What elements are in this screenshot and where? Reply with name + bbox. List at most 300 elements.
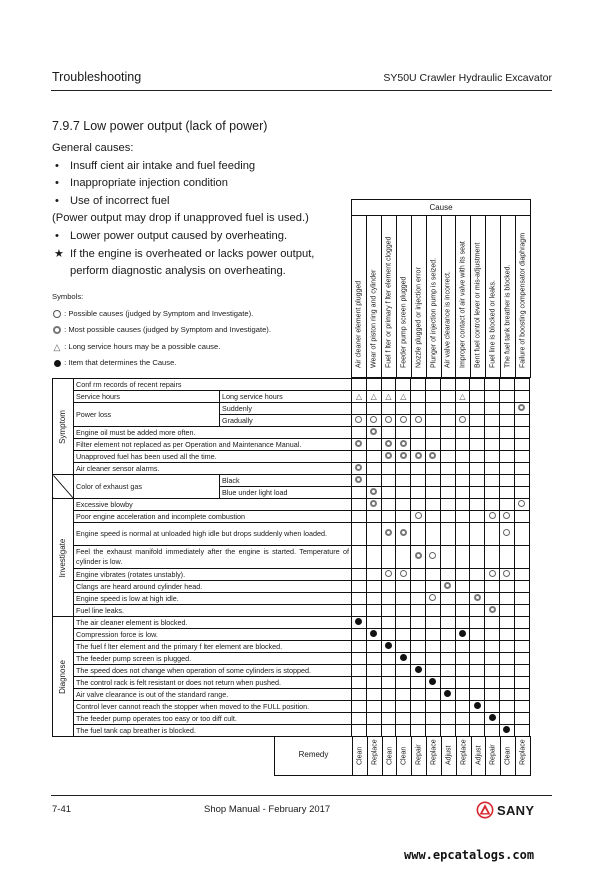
matrix-cell: [366, 403, 381, 415]
double-circle-icon: [355, 464, 362, 471]
matrix-cell: [411, 713, 426, 725]
matrix-cell: [455, 593, 470, 605]
open-circle-icon: [429, 552, 436, 559]
star-note: ★ If the engine is overheated or lacks power output,: [52, 246, 352, 264]
matrix-cell: [470, 463, 485, 475]
matrix-cell: [411, 725, 426, 737]
matrix-cell: [499, 391, 514, 403]
filled-circle-icon: [415, 666, 422, 673]
matrix-cell: [396, 665, 411, 677]
matrix-cell: [381, 391, 396, 403]
filled-circle-icon: [355, 618, 362, 625]
matrix-cell: [381, 427, 396, 439]
matrix-cell: [470, 451, 485, 463]
matrix-cell: [440, 581, 455, 593]
matrix-cell: [485, 511, 500, 523]
matrix-cell: [381, 546, 396, 569]
matrix-cell: [366, 391, 381, 403]
matrix-cell: [514, 439, 529, 451]
matrix-cell: [440, 677, 455, 689]
matrix-cell: [396, 713, 411, 725]
table-row: [53, 713, 530, 725]
matrix-cell: [381, 629, 396, 641]
matrix-cell: [411, 487, 426, 499]
table-row: [53, 475, 530, 487]
matrix-cell: [455, 546, 470, 569]
matrix-cell: [514, 701, 529, 713]
double-circle-icon: [400, 529, 407, 536]
section-title: 7.9.7 Low power output (lack of power): [52, 119, 268, 133]
legend-item: : Item that determines the Cause.: [52, 355, 271, 372]
sany-logo-icon: [476, 801, 494, 819]
matrix-cell: [396, 677, 411, 689]
matrix-cell: [352, 379, 367, 391]
triangle-icon: △: [385, 391, 392, 401]
table-row: [53, 569, 530, 581]
matrix-cell: [440, 725, 455, 737]
footer-rule: [51, 795, 552, 796]
row-label: Clangs are heard around cylinder head.: [74, 581, 352, 593]
matrix-cell: [411, 677, 426, 689]
matrix-cell: [514, 605, 529, 617]
open-circle-icon: [503, 570, 510, 577]
matrix-cell: [352, 511, 367, 523]
matrix-cell: [381, 713, 396, 725]
matrix-cell: [485, 641, 500, 653]
matrix-cell: [514, 487, 529, 499]
matrix-cell: [514, 617, 529, 629]
matrix-cell: [411, 499, 426, 511]
matrix-cell: [381, 415, 396, 427]
matrix-cell: [425, 403, 440, 415]
row-label: Power loss: [74, 403, 220, 427]
matrix-cell: [425, 523, 440, 546]
double-circle-icon: [489, 606, 496, 613]
matrix-cell: [440, 403, 455, 415]
matrix-cell: [381, 641, 396, 653]
matrix-cell: [411, 379, 426, 391]
double-circle-icon: [444, 582, 451, 589]
matrix-cell: [381, 725, 396, 737]
row-label: Conf rm records of recent repairs: [74, 379, 352, 391]
triangle-icon: △: [53, 341, 61, 352]
matrix-cell: [440, 617, 455, 629]
remedy-cell: Replace: [519, 739, 527, 765]
matrix-cell: [470, 701, 485, 713]
matrix-cell: [485, 677, 500, 689]
matrix-cell: [514, 689, 529, 701]
triangle-icon: △: [459, 391, 466, 401]
matrix-cell: [396, 391, 411, 403]
matrix-cell: [470, 605, 485, 617]
matrix-cell: [499, 523, 514, 546]
matrix-cell: [352, 463, 367, 475]
matrix-cell: [352, 546, 367, 569]
matrix-cell: [514, 713, 529, 725]
filled-circle-icon: [429, 678, 436, 685]
matrix-cell: [440, 487, 455, 499]
matrix-cell: [381, 701, 396, 713]
matrix-cell: [366, 463, 381, 475]
matrix-cell: [485, 475, 500, 487]
page-header-section: Troubleshooting: [52, 70, 142, 84]
legend-item: : Most possible causes (judged by Symptom and Investigate).: [52, 322, 271, 339]
matrix-cell: [499, 439, 514, 451]
double-circle-icon: [518, 404, 525, 411]
matrix-cell: [485, 629, 500, 641]
matrix-cell: [455, 689, 470, 701]
matrix-cell: [499, 593, 514, 605]
matrix-cell: [499, 475, 514, 487]
cause-column-header: Fuel line is blocked or leaks.: [486, 216, 501, 379]
matrix-cell: [470, 403, 485, 415]
matrix-cell: [485, 499, 500, 511]
matrix-cell: [425, 725, 440, 737]
matrix-cell: [381, 487, 396, 499]
matrix-cell: [381, 475, 396, 487]
table-row: [53, 499, 530, 511]
matrix-cell: [470, 629, 485, 641]
matrix-cell: [425, 391, 440, 403]
matrix-cell: [366, 593, 381, 605]
matrix-cell: [499, 511, 514, 523]
matrix-cell: [455, 499, 470, 511]
matrix-cell: [396, 593, 411, 605]
open-circle-icon: [385, 416, 392, 423]
matrix-cell: [455, 677, 470, 689]
star-icon: ★: [54, 247, 65, 260]
matrix-cell: [396, 689, 411, 701]
table-row: [53, 641, 530, 653]
matrix-cell: [440, 593, 455, 605]
matrix-cell: [470, 499, 485, 511]
matrix-cell: [514, 463, 529, 475]
matrix-cell: [411, 451, 426, 463]
remedy-cell: Clean: [397, 737, 412, 775]
open-circle-icon: [518, 500, 525, 507]
matrix-cell: [470, 379, 485, 391]
open-circle-icon: [400, 570, 407, 577]
matrix-cell: [366, 701, 381, 713]
matrix-cell: [366, 725, 381, 737]
matrix-cell: [396, 427, 411, 439]
matrix-cell: [352, 653, 367, 665]
manual-title: Shop Manual - February 2017: [204, 804, 331, 815]
open-circle-icon: [415, 416, 422, 423]
section-label: Symptom: [53, 379, 74, 475]
watermark-link[interactable]: www.epcatalogs.com: [404, 848, 535, 862]
triangle-icon: △: [355, 391, 362, 401]
row-label: Filter element not replaced as per Operation and Maintenance Manual.: [74, 439, 352, 451]
matrix-cell: [425, 605, 440, 617]
matrix-cell: [499, 689, 514, 701]
matrix-cell: [352, 415, 367, 427]
matrix-cell: [366, 713, 381, 725]
matrix-cell: [425, 701, 440, 713]
matrix-cell: [499, 403, 514, 415]
matrix-cell: [425, 511, 440, 523]
row-label: Engine speed is normal at unloaded high idle but drops suddenly when loaded.: [74, 523, 352, 546]
matrix-cell: [352, 641, 367, 653]
matrix-cell: [455, 391, 470, 403]
matrix-cell: [470, 439, 485, 451]
matrix-cell: [470, 593, 485, 605]
matrix-cell: [485, 451, 500, 463]
matrix-cell: [440, 511, 455, 523]
matrix-cell: [499, 581, 514, 593]
matrix-cell: [396, 415, 411, 427]
matrix-cell: [381, 665, 396, 677]
symbols-heading: Symbols:: [52, 292, 84, 301]
matrix-cell: [381, 379, 396, 391]
table-row: [53, 665, 530, 677]
matrix-cell: [470, 546, 485, 569]
matrix-cell: [485, 593, 500, 605]
open-circle-icon: [459, 416, 466, 423]
double-circle-icon: [429, 452, 436, 459]
matrix-cell: [366, 511, 381, 523]
matrix-cell: [499, 701, 514, 713]
matrix-cell: [514, 653, 529, 665]
matrix-cell: [425, 629, 440, 641]
row-label: Compression force is low.: [74, 629, 352, 641]
remedy-row: [274, 736, 531, 776]
cause-columns: [352, 216, 530, 379]
open-circle-icon: [489, 570, 496, 577]
matrix-cell: [381, 439, 396, 451]
row-label: Long service hours: [220, 391, 352, 403]
matrix-cell: [455, 439, 470, 451]
row-label: Engine oil must be added more often.: [74, 427, 352, 439]
matrix-cell: [425, 581, 440, 593]
matrix-cell: [352, 439, 367, 451]
filled-circle-icon: [474, 702, 481, 709]
double-circle-icon: [385, 452, 392, 459]
table-row: [53, 689, 530, 701]
matrix-cell: [485, 463, 500, 475]
matrix-cell: [381, 499, 396, 511]
diagonal-divider: [53, 475, 74, 499]
matrix-cell: [440, 415, 455, 427]
matrix-cell: [396, 379, 411, 391]
row-label: The fuel f lter element and the primary f lter element are blocked.: [74, 641, 352, 653]
matrix-cell: [381, 523, 396, 546]
matrix-cell: [485, 439, 500, 451]
row-label: The fuel tank cap breather is blocked.: [74, 725, 352, 737]
matrix-cell: [440, 391, 455, 403]
matrix-cell: [514, 581, 529, 593]
matrix-cell: [499, 677, 514, 689]
matrix-cell: [352, 701, 367, 713]
row-label: The speed does not change when operation of some cylinders is stopped.: [74, 665, 352, 677]
matrix-cell: [366, 523, 381, 546]
matrix-cell: [499, 605, 514, 617]
double-circle-icon: [355, 476, 362, 483]
matrix-cell: [470, 569, 485, 581]
remedy-cell: Replace: [368, 737, 383, 775]
matrix-cell: [366, 629, 381, 641]
matrix-cell: [440, 701, 455, 713]
row-label: Engine vibrates (rotates unstably).: [74, 569, 352, 581]
matrix-cell: [411, 415, 426, 427]
cause-column-header: Air valve clearance is incorrect.: [442, 216, 457, 379]
matrix-cell: [411, 593, 426, 605]
matrix-cell: [455, 629, 470, 641]
matrix-cell: [499, 451, 514, 463]
double-circle-icon: [370, 488, 377, 495]
open-circle-icon: [489, 512, 496, 519]
matrix-cell: [381, 581, 396, 593]
matrix-cell: [485, 725, 500, 737]
matrix-cell: [514, 499, 529, 511]
matrix-cell: [440, 427, 455, 439]
matrix-cell: [396, 403, 411, 415]
matrix-cell: [411, 475, 426, 487]
row-label: Feel the exhaust manifold immediately after the engine is started. Temperature of cylinder is low.: [74, 546, 352, 569]
matrix-cell: [514, 403, 529, 415]
matrix-cell: [366, 653, 381, 665]
matrix-cell: [352, 475, 367, 487]
cause-column-header: Failure of boosting compensator diaphragm: [519, 232, 527, 368]
double-circle-icon: [370, 500, 377, 507]
matrix-cell: [352, 451, 367, 463]
matrix-cell: [381, 689, 396, 701]
matrix-cell: [366, 499, 381, 511]
matrix-cell: [425, 463, 440, 475]
matrix-cell: [440, 569, 455, 581]
table-row: [53, 581, 530, 593]
matrix-cell: [470, 511, 485, 523]
matrix-cell: [455, 451, 470, 463]
legend-item: △ : Long service hours may be a possible cause.: [53, 341, 221, 352]
matrix-cell: [499, 546, 514, 569]
table-row: [53, 701, 530, 713]
table-row: [53, 511, 530, 523]
matrix-cell: [411, 581, 426, 593]
row-label: Air cleaner sensor alarms.: [74, 463, 352, 475]
matrix-cell: [352, 499, 367, 511]
row-label: The feeder pump screen is plugged.: [74, 653, 352, 665]
table-row: [53, 403, 530, 415]
matrix-cell: [425, 451, 440, 463]
matrix-cell: [411, 439, 426, 451]
matrix-cell: [425, 617, 440, 629]
remedy-cell: Replace: [457, 737, 472, 775]
matrix-cell: [485, 617, 500, 629]
matrix-cell: [411, 617, 426, 629]
matrix-cell: [440, 439, 455, 451]
table-row: [53, 439, 530, 451]
matrix-cell: [485, 689, 500, 701]
double-circle-icon: [400, 452, 407, 459]
bullet-icon: •: [55, 159, 59, 172]
table-row: [53, 653, 530, 665]
sany-logo: [476, 801, 534, 819]
remedy-cell: Repair: [412, 737, 427, 775]
cause-column-header: Fuel f lter or primary f lter element clogged: [382, 216, 397, 379]
matrix-cell: [485, 581, 500, 593]
filled-circle-icon: [489, 714, 496, 721]
matrix-cell: [381, 463, 396, 475]
matrix-cell: [485, 605, 500, 617]
matrix-cell: [396, 511, 411, 523]
matrix-cell: [485, 665, 500, 677]
filled-circle-icon: [54, 360, 61, 367]
double-circle-icon: [370, 428, 377, 435]
matrix-cell: [485, 569, 500, 581]
table-row: [53, 593, 530, 605]
matrix-cell: [514, 451, 529, 463]
bullet-icon: •: [55, 229, 59, 242]
matrix-cell: [425, 569, 440, 581]
table-row: [53, 605, 530, 617]
matrix-cell: [485, 391, 500, 403]
row-label: The air cleaner element is blocked.: [74, 617, 352, 629]
matrix-cell: [470, 677, 485, 689]
matrix-cell: [514, 569, 529, 581]
matrix-cell: [440, 523, 455, 546]
matrix-cell: [366, 689, 381, 701]
matrix-cell: [455, 725, 470, 737]
matrix-cell: [352, 689, 367, 701]
open-circle-icon: [370, 416, 377, 423]
row-label: The control rack is felt resistant or does not return when pushed.: [74, 677, 352, 689]
matrix-cell: [485, 523, 500, 546]
table-row: [53, 629, 530, 641]
cause-column-header: Nozzle plugged or injection error: [412, 216, 427, 379]
matrix-cell: [499, 463, 514, 475]
matrix-cell: [396, 546, 411, 569]
matrix-cell: [396, 439, 411, 451]
matrix-cell: [352, 605, 367, 617]
matrix-cell: [411, 629, 426, 641]
open-circle-icon: [415, 512, 422, 519]
matrix-cell: [514, 523, 529, 546]
matrix-cell: [440, 641, 455, 653]
star-note-cont: perform diagnostic analysis on overheating.: [70, 265, 286, 278]
row-label: Control lever cannot reach the stopper when moved to the FULL position.: [74, 701, 352, 713]
matrix-cell: [366, 546, 381, 569]
row-label: Blue under light load: [220, 487, 352, 499]
double-circle-icon: [400, 440, 407, 447]
matrix-cell: [485, 403, 500, 415]
matrix-cell: [499, 487, 514, 499]
matrix-cell: [366, 605, 381, 617]
matrix-cell: [425, 546, 440, 569]
matrix-cell: [499, 713, 514, 725]
matrix-cell: [411, 701, 426, 713]
matrix-cell: [455, 415, 470, 427]
matrix-cell: [425, 499, 440, 511]
matrix-cell: [425, 593, 440, 605]
matrix-cell: [485, 713, 500, 725]
filled-circle-icon: [444, 690, 451, 697]
matrix-cell: [470, 391, 485, 403]
matrix-cell: [396, 487, 411, 499]
matrix-cell: [470, 665, 485, 677]
matrix-cell: [411, 605, 426, 617]
filled-circle-icon: [370, 630, 377, 637]
matrix-cell: [381, 403, 396, 415]
matrix-cell: [514, 629, 529, 641]
matrix-cell: [514, 546, 529, 569]
matrix-cell: [470, 475, 485, 487]
matrix-cell: [440, 475, 455, 487]
matrix-cell: [514, 665, 529, 677]
matrix-cell: [440, 463, 455, 475]
matrix-cell: [425, 713, 440, 725]
double-circle-icon: [355, 440, 362, 447]
